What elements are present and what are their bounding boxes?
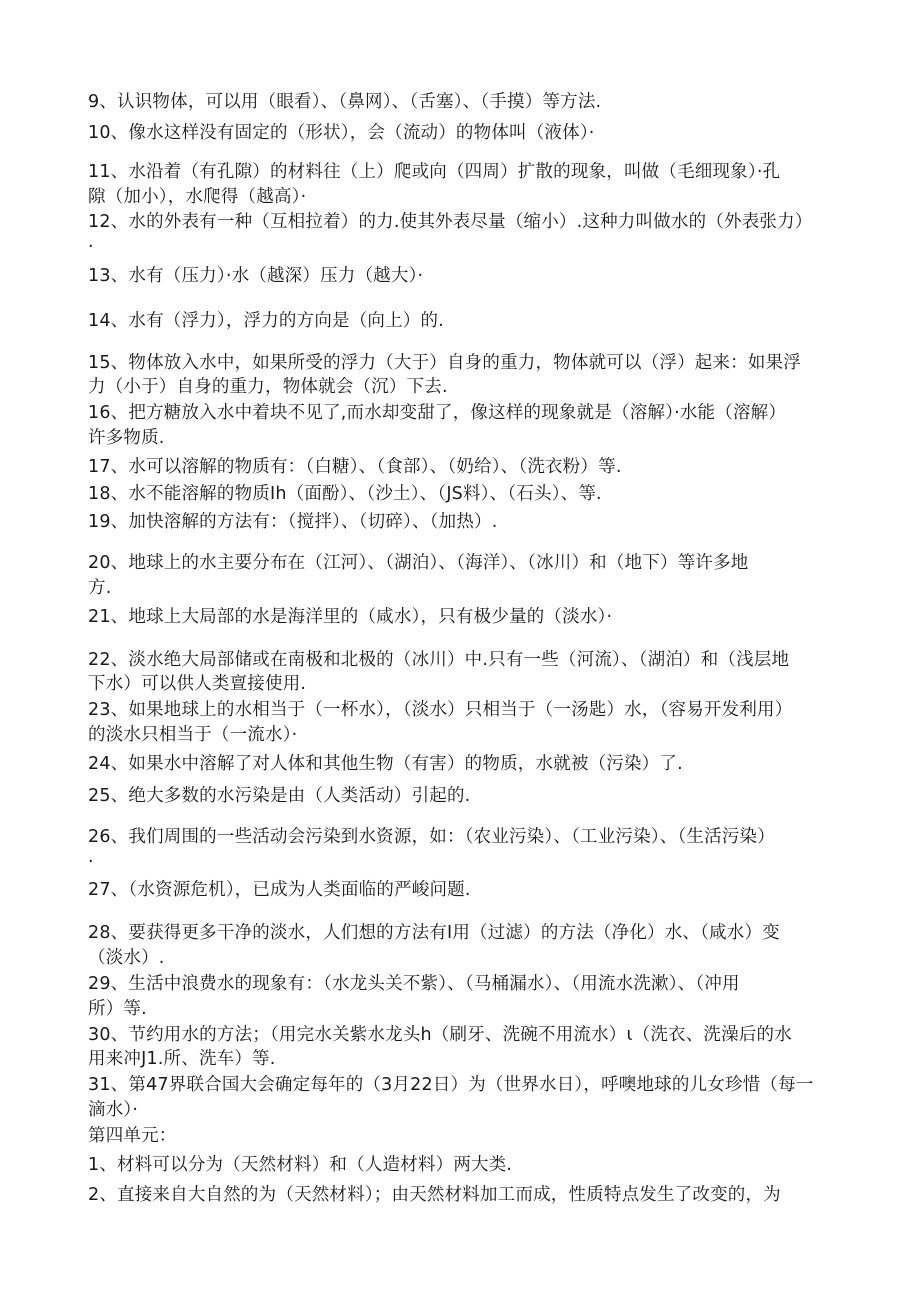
text-line: 18、水不能溶解的物质Ih（面酚）、（沙土）、（JS料）、（石头）、等. (88, 484, 602, 504)
text-line: 14、水有（浮力），浮力的方向是（向上）的. (88, 311, 444, 331)
text-line: 31、第47界联合国大会确定每年的（3月22日）为（世界水日），呼噢地球的儿女珍惜（每一 (88, 1075, 814, 1095)
text-line: 下水）可以供人类亶接使用. (88, 674, 307, 694)
text-line: 28、要获得更多干净的淡水，人们想的方法有I用（过滤）的方法（净化）水、（咸水）变 (88, 923, 780, 943)
text-line: 21、地球上大局部的水是海洋里的（咸水），只有极少量的（淡水）· (88, 607, 613, 627)
text-line: 滴水）· (88, 1100, 139, 1120)
text-line: · (88, 237, 94, 257)
text-line: 11、水沿着（有孔隙）的材料往（上）爬或向（四周）扩散的现象，叫做（毛细现象）·孔 (88, 162, 781, 182)
text-line: 9、认识物体，可以用（眼看）、（鼻网）、（舌塞）、（手摸）等方法. (88, 92, 602, 112)
text-line: 2、直接来自大自然的为（天然材料）；由天然材料加工而成，性质特点发生了改变的，为 (88, 1185, 781, 1205)
text-line: 26、我们周围的一些活动会污染到水资源，如：（农业污染）、（工业污染）、（生活污染） (88, 827, 775, 847)
text-line: 25、绝大多数的水污染是由（人类活动）引起的. (88, 786, 471, 806)
text-line: 17、水可以溶解的物质有：（白糖）、（食部）、（奶给）、（洗衣粉）等. (88, 457, 622, 477)
text-line: （淡水）. (88, 948, 165, 968)
text-line: 许多物质. (88, 428, 165, 448)
text-line: 力（小于）自身的重力，物体就会（沉）下去. (88, 377, 448, 397)
text-line: 15、物体放入水中，如果所受的浮力（大于）自身的重力，物体就可以（浮）起来：如果浮 (88, 353, 801, 373)
text-line: · (88, 852, 94, 872)
text-line: 12、水的外表有一种（互相拉着）的力.使其外表尽量（缩小）.这种力叫做水的（外表张力） (88, 212, 813, 232)
text-line: 27、（水资源危机），已成为人类面临的严峻问题. (88, 880, 471, 900)
text-line: 24、如果水中溶解了对人体和其他生物（有害）的物质，水就被（污染）了. (88, 754, 683, 774)
text-line: 隙（加小），水爬得（越高）· (88, 187, 307, 207)
text-line: 30、节约用水的方法；（用完水关紫水龙头h（刷牙、洗碗不用流水）ι（洗衣、洗澡后的水 (88, 1025, 792, 1045)
section-heading: 第四单元： (88, 1126, 177, 1146)
text-line: 16、把方糖放入水中着块不见了,而水却变甜了，像这样的现象就是（溶解）·水能（溶解） (88, 403, 787, 423)
text-line: 19、加快溶解的方法有：（搅拌）、（切碎）、（加热）. (88, 512, 498, 532)
text-line: 用来冲J1.所、洗车）等. (88, 1049, 276, 1069)
text-line: 的淡水只相当于（一流水）· (88, 725, 298, 745)
text-line: 29、生活中浪费水的现象有：（水龙头关不紫）、（马桶漏水）、（用流水洗漱）、（冲用 (88, 974, 740, 994)
text-line: 10、像水这样没有固定的（形状），会（流动）的物体叫（液体）· (88, 123, 595, 143)
text-line: 1、材料可以分为（天然材料）和（人造材料）两大类. (88, 1155, 513, 1175)
text-line: 20、地球上的水主要分布在（江河）、（湖泊）、（海洋）、（冰川）和（地下）等许多地 (88, 553, 749, 573)
text-line: 23、如果地球上的水相当于（一杯水），（淡水）只相当于（一汤匙）水，（容易开发利用） (88, 700, 793, 720)
text-line: 方. (88, 578, 112, 598)
text-line: 13、水有（压力）·水（越深）压力（越大）· (88, 266, 424, 286)
text-line: 22、淡水绝大局部储或在南极和北极的（冰川）中.只有一些（河流）、（湖泊）和（浅层地 (88, 650, 790, 670)
text-line: 所）等. (88, 999, 147, 1019)
